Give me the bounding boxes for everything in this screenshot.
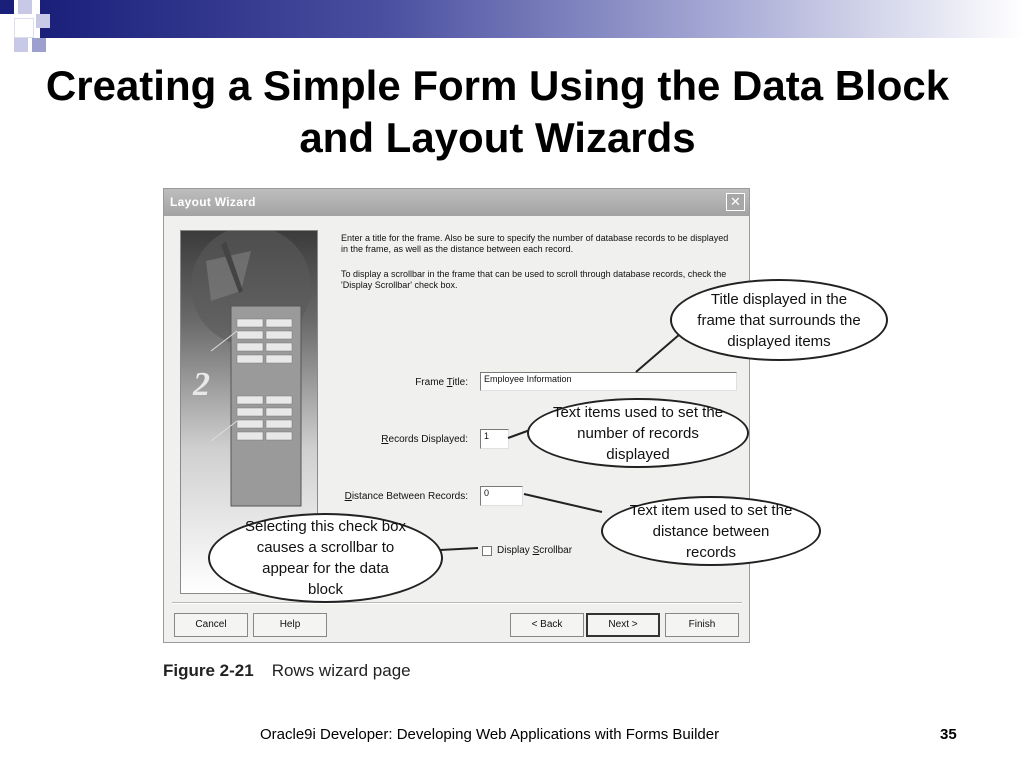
figure-caption bbox=[163, 661, 411, 681]
label-accesskey: R bbox=[381, 434, 389, 445]
slide-title-line-1: Creating a Simple Form Using the Data Block bbox=[45, 62, 950, 109]
finish-button[interactable]: Finish bbox=[665, 613, 739, 637]
records-displayed-input[interactable]: 1 bbox=[480, 429, 509, 449]
label-accesskey: D bbox=[344, 491, 352, 502]
close-icon[interactable]: ✕ bbox=[726, 193, 745, 211]
instructions-paragraph-1: Enter a title for the frame. Also be sure to specify the number of database records to be displayed in the frame, as well as the distance between each record. bbox=[341, 233, 729, 254]
label-accesskey: S bbox=[532, 545, 540, 556]
callout-frame-title bbox=[670, 279, 888, 361]
label-text: ecords Displayed: bbox=[388, 434, 468, 445]
slide-title-line-2: and Layout Wizards bbox=[299, 114, 696, 161]
next-button[interactable]: Next > bbox=[586, 613, 660, 637]
slide-page-number: 35 bbox=[940, 726, 957, 743]
callout-text: Selecting this check box causes a scrollbar to appear for the data block bbox=[245, 518, 406, 598]
cancel-button[interactable]: Cancel bbox=[174, 613, 248, 637]
callout-text: Text item used to set the distance between records bbox=[629, 501, 793, 561]
figure-number: Figure 2-21 bbox=[163, 661, 254, 680]
callout-text: Title displayed in the frame that surrounds the displayed items bbox=[697, 290, 861, 350]
label-accesskey: T bbox=[446, 377, 453, 388]
callout-records-displayed bbox=[527, 398, 749, 468]
instructions-paragraph-2: To display a scrollbar in the frame that can be used to scroll through database records, check the 'Display Scrollbar' check box. bbox=[341, 269, 727, 290]
callout-scrollbar bbox=[208, 513, 443, 603]
callout-text: Text items used to set the number of records displayed bbox=[552, 403, 724, 463]
figure-caption-text: Rows wizard page bbox=[271, 661, 411, 680]
label-text: Frame bbox=[415, 377, 447, 388]
label-text: itle: bbox=[452, 377, 468, 388]
help-button[interactable]: Help bbox=[253, 613, 327, 637]
callout-distance bbox=[601, 496, 821, 566]
dialog-title: Layout Wizard bbox=[170, 195, 256, 209]
distance-between-records-input[interactable]: 0 bbox=[480, 486, 523, 506]
step-number: 2 bbox=[193, 366, 210, 403]
back-button[interactable]: < Back bbox=[510, 613, 584, 637]
label-text: crollbar bbox=[539, 545, 573, 556]
label-text: Display bbox=[497, 545, 533, 556]
slide-footer-text: Oracle9i Developer: Developing Web Applications with Forms Builder bbox=[260, 726, 720, 743]
frame-title-input[interactable]: Employee Information bbox=[480, 372, 737, 391]
label-text: istance Between Records: bbox=[351, 491, 468, 502]
